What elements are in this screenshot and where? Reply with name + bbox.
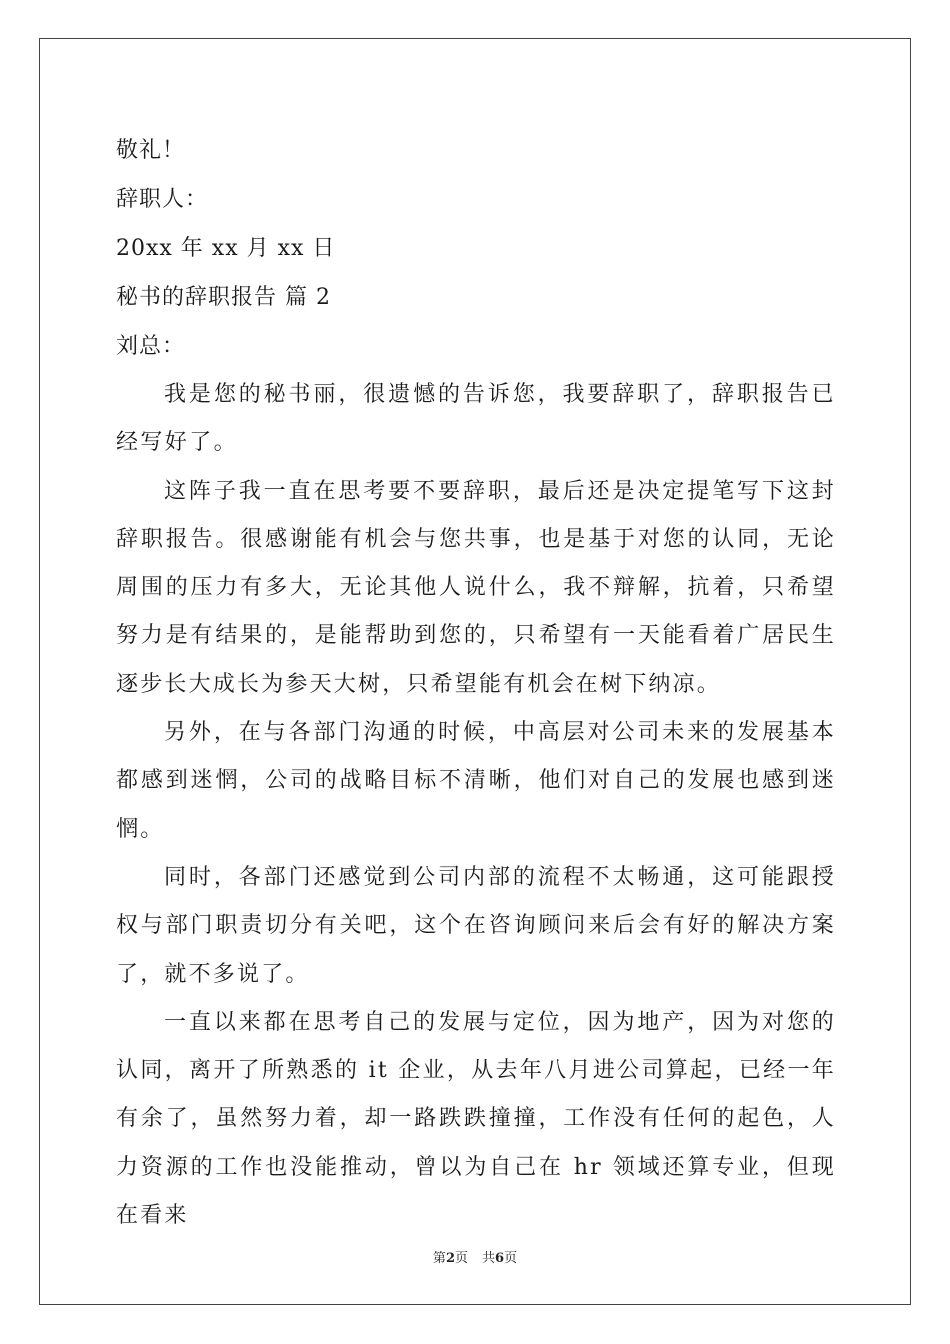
section-title: 秘书的辞职报告 篇 2 [116, 285, 331, 310]
page-current: 2 [445, 1251, 455, 1266]
total-prefix: 共 [482, 1251, 496, 1266]
signer-label: 辞职人： [116, 187, 209, 212]
total-suffix: 页 [504, 1251, 518, 1266]
paragraph: 这阵子我一直在思考要不要辞职，最后还是决定提笔写下这封辞职报告。很感谢能有机会与您共事，也是基于对您的认同，无论周围的压力有多大，无论其他人说什么，我不辩解，抗着，只希望努力是有结果的，是能帮助到您的，只希望有一天能看着广居民生逐步长大成长为参天大树，只希望能有机会在树下纳凉。 [116, 478, 836, 697]
addressee: 刘总： [116, 334, 186, 359]
page-prefix: 第 [432, 1251, 446, 1266]
page-footer [0, 1247, 950, 1266]
letter-salutation: 敬礼！ [116, 138, 186, 163]
paragraph: 另外，在与各部门沟通的时候，中高层对公司未来的发展基本都感到迷惘，公司的战略目标不清晰，他们对自己的发展也感到迷惘。 [116, 720, 836, 842]
paragraph: 我是您的秘书丽，很遗憾的告诉您，我要辞职了，辞职报告已经写好了。 [116, 382, 836, 456]
paragraph: 一直以来都在思考自己的发展与定位，因为地产，因为对您的认同，离开了所熟悉的 it 企业，从去年八月进公司算起，已经一年有余了，虽然努力着，却一路跌跌撞撞，工作没有任何的起色，人力资源的工作也没能推动，曾以为自己在 hr 领域还算专业，但现在看来 [116, 1009, 836, 1229]
paragraph: 同时，各部门还感觉到公司内部的流程不太畅通，这可能跟授权与部门职责切分有关吧，这个在咨询顾问来后会有好的解决方案了，就不多说了。 [116, 864, 836, 987]
page-suffix: 页 [454, 1251, 468, 1266]
page-total: 6 [495, 1251, 505, 1266]
letter-date: 20xx 年 xx 月 xx 日 [116, 236, 336, 261]
document-body [116, 126, 836, 1240]
